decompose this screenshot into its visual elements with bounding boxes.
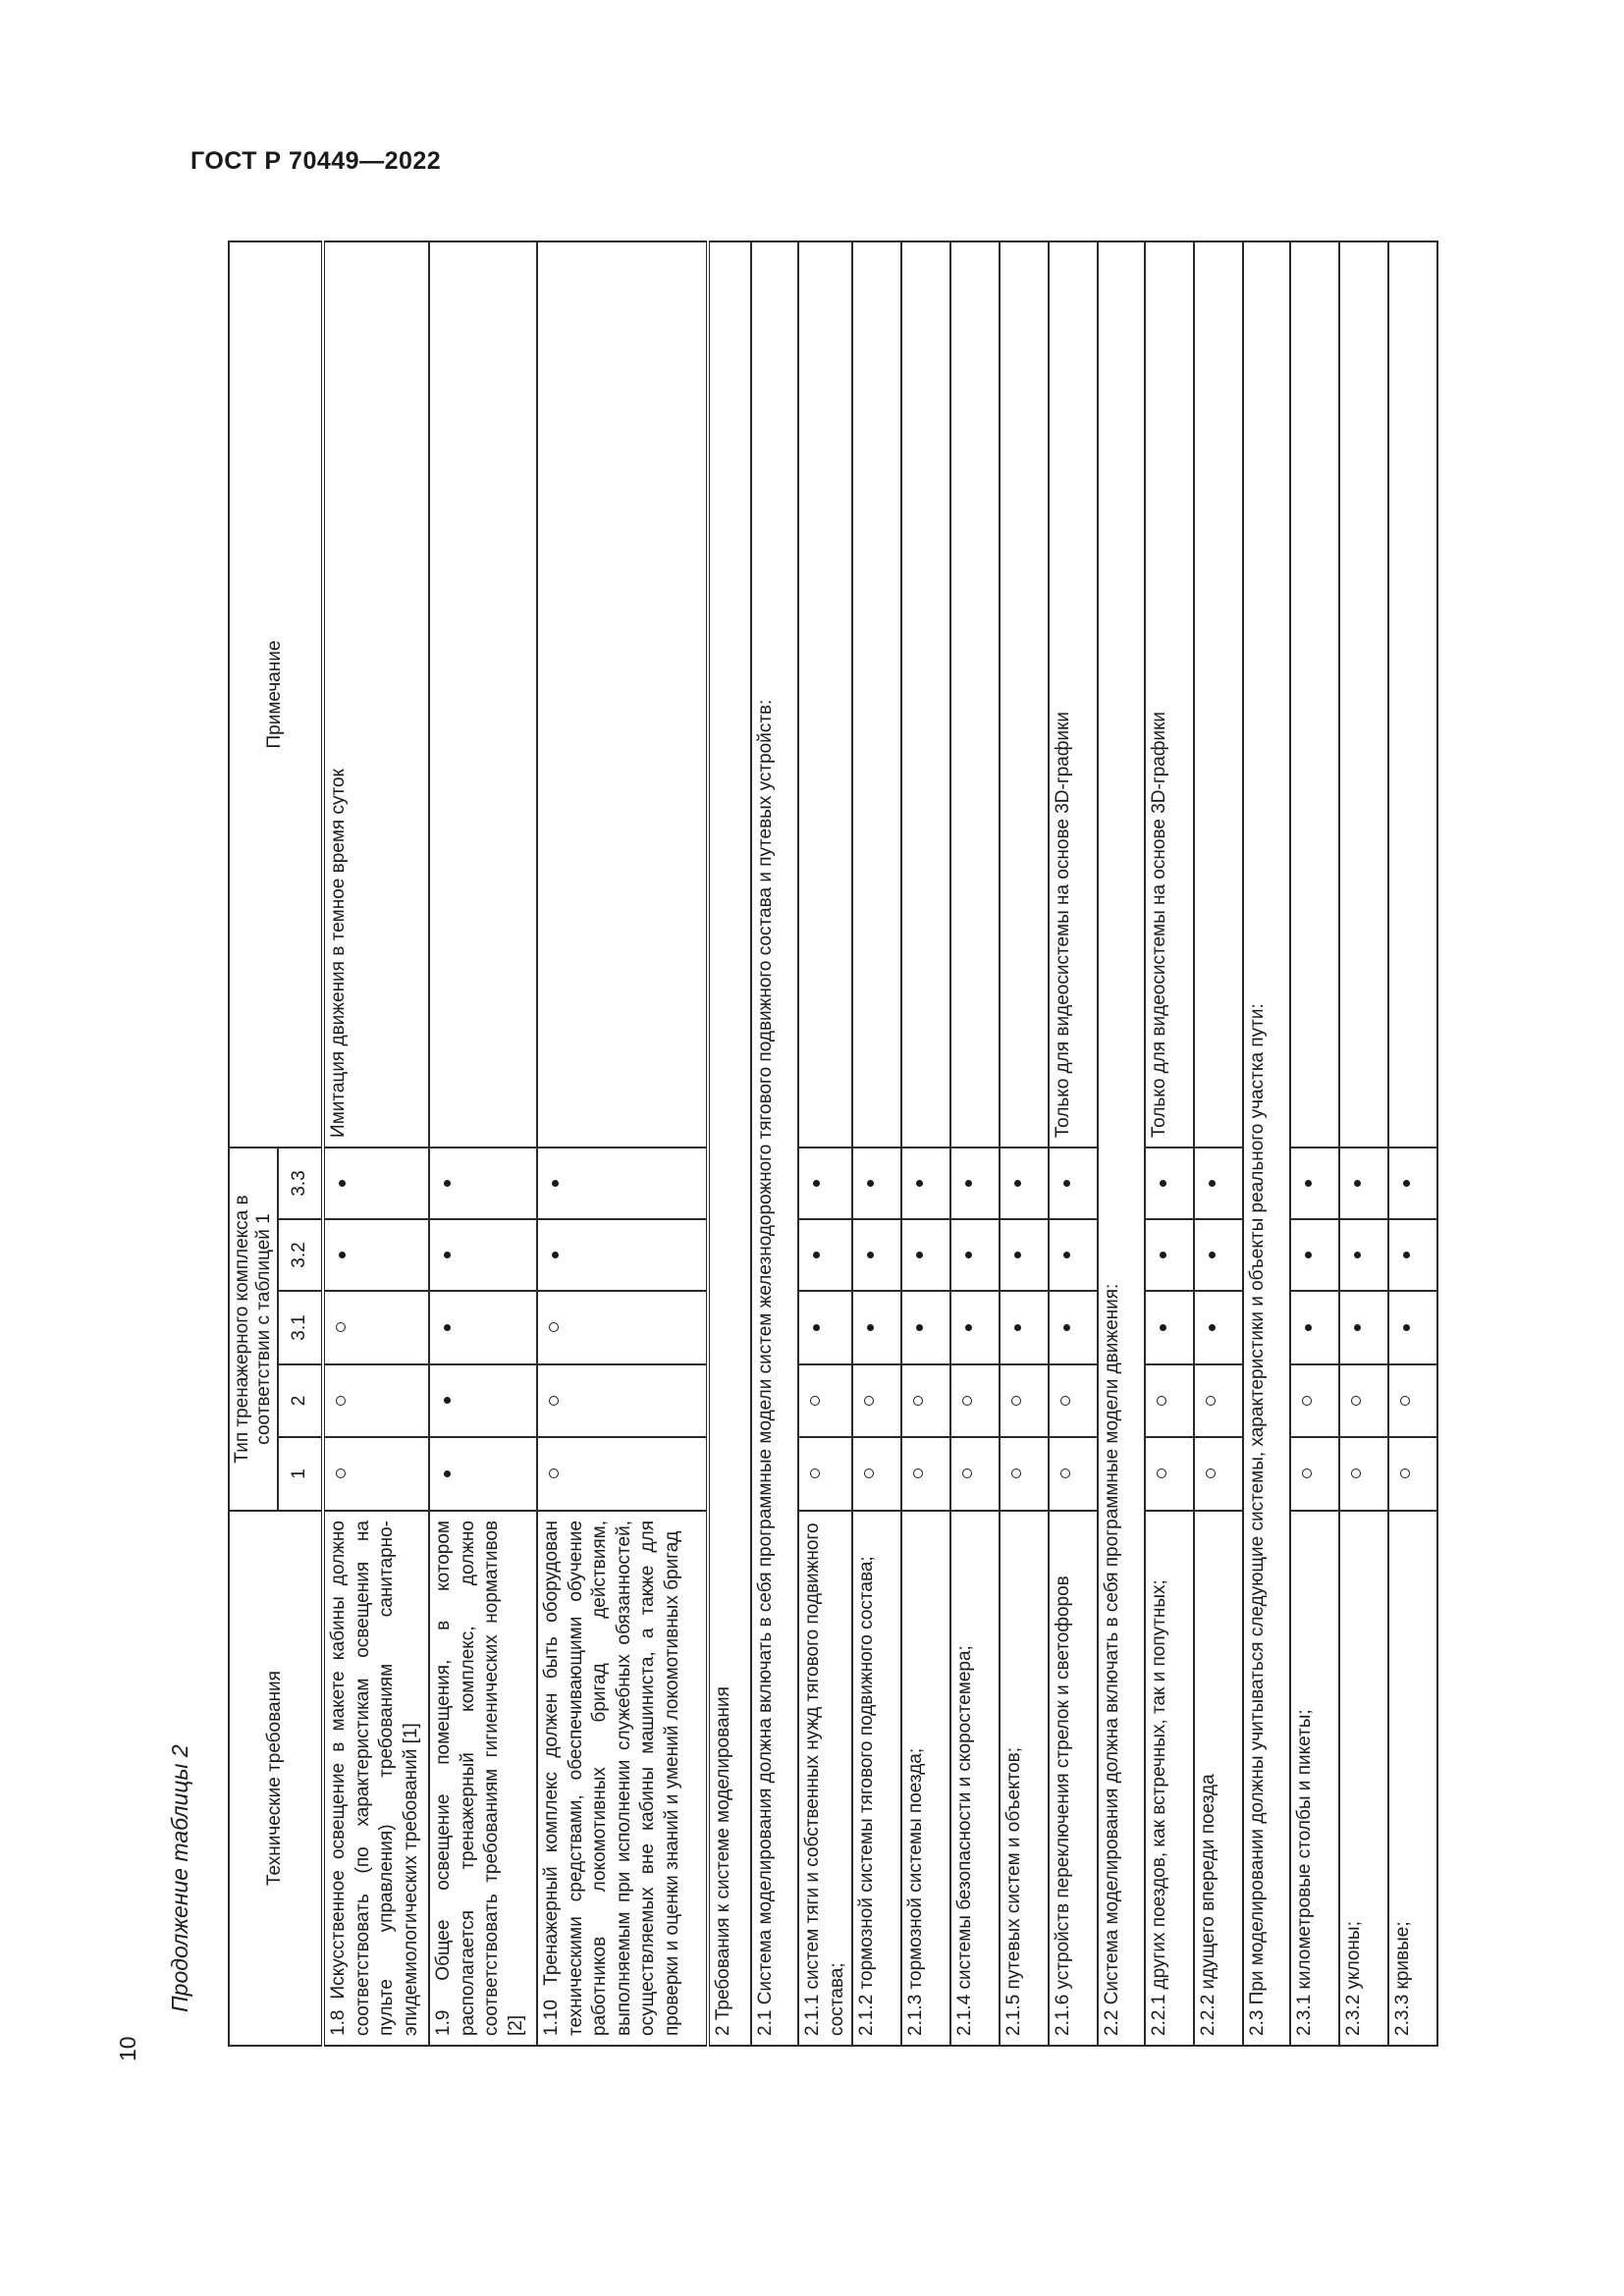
mark-open-icon xyxy=(537,1437,708,1511)
mark-filled-icon xyxy=(1194,1148,1243,1219)
subsection-row xyxy=(751,241,798,2046)
mark-filled-icon xyxy=(798,1291,852,1364)
requirement-text: 2.3.2 уклоны; xyxy=(1339,1511,1388,2046)
mark-filled-icon xyxy=(429,1291,537,1364)
subsection-title: 2.1 Система моделирования должна включать в себя программные модели систем железнодорожного тягового подвижного состава и путевых устройств: xyxy=(751,241,798,2046)
mark-filled-icon xyxy=(1388,1148,1437,1219)
mark-open-icon xyxy=(1049,1437,1098,1511)
header-requirements: Технические требования xyxy=(229,1511,323,2046)
requirement-text: 1.9 Общее освещение помещения, в котором располагается тренажерный комплекс, должно соответствовать требованиям гигиенических нормативов [2] xyxy=(429,1511,537,2046)
table-row xyxy=(1145,241,1194,2046)
mark-open-icon xyxy=(950,1437,1000,1511)
mark-filled-icon xyxy=(537,1148,708,1219)
mark-filled-icon xyxy=(1339,1148,1388,1219)
header-type-3-2: 3.2 xyxy=(278,1219,323,1291)
mark-filled-icon xyxy=(429,1437,537,1511)
requirement-text: 2.1.3 тормозной системы поезда; xyxy=(901,1511,950,2046)
mark-open-icon xyxy=(1388,1364,1437,1437)
table-row xyxy=(1388,241,1437,2046)
mark-open-icon xyxy=(1290,1437,1339,1511)
mark-filled-icon xyxy=(429,1364,537,1437)
requirement-text: 2.3.3 кривые; xyxy=(1388,1511,1437,2046)
requirement-text: 2.1.1 систем тяги и собственных нужд тягового подвижного состава; xyxy=(798,1511,852,2046)
header-type-3-3: 3.3 xyxy=(278,1148,323,1219)
header-type-1: 1 xyxy=(278,1437,323,1511)
mark-filled-icon xyxy=(1339,1291,1388,1364)
note-text xyxy=(1339,241,1388,1148)
requirement-text: 2.1.5 путевых систем и объектов; xyxy=(1000,1511,1049,2046)
requirement-text: 1.10 Тренажерный комплекс должен быть оборудован техническими средствами, обеспечивающими обучение работников локомотивных бригад действиям, выполняемым при исполнении служебных обязанностей, осуществляемых вне кабины машиниста, а также для проверки и оценки знаний и умений локомотивных бригад xyxy=(537,1511,708,2046)
mark-filled-icon xyxy=(429,1219,537,1291)
mark-filled-icon xyxy=(1145,1291,1194,1364)
mark-open-icon xyxy=(1339,1437,1388,1511)
subsection-row xyxy=(1243,241,1290,2046)
table-row xyxy=(950,241,1000,2046)
mark-open-icon xyxy=(1388,1437,1437,1511)
mark-filled-icon xyxy=(429,1148,537,1219)
requirement-text: 2.3.1 километровые столбы и пикеты; xyxy=(1290,1511,1339,2046)
section-row xyxy=(708,241,751,2046)
mark-filled-icon xyxy=(323,1148,429,1219)
mark-open-icon xyxy=(1145,1437,1194,1511)
mark-filled-icon xyxy=(1049,1219,1098,1291)
mark-open-icon xyxy=(1000,1437,1049,1511)
mark-open-icon xyxy=(323,1364,429,1437)
header-type-group: Тип тренажерного комплекса в соответствии с таблицей 1 xyxy=(229,1148,278,1511)
table-row xyxy=(798,241,852,2046)
header-row-1 xyxy=(229,241,278,2046)
mark-filled-icon xyxy=(950,1291,1000,1364)
mark-open-icon xyxy=(798,1437,852,1511)
requirement-text: 2.1.2 тормозной системы тягового подвижного состава; xyxy=(852,1511,901,2046)
requirement-text: 2.2.2 идущего впереди поезда xyxy=(1194,1511,1243,2046)
mark-filled-icon xyxy=(901,1148,950,1219)
mark-filled-icon xyxy=(323,1219,429,1291)
mark-open-icon xyxy=(537,1364,708,1437)
mark-filled-icon xyxy=(1194,1219,1243,1291)
note-text xyxy=(1388,241,1437,1148)
mark-filled-icon xyxy=(1049,1291,1098,1364)
note-text: Имитация движения в темное время суток xyxy=(323,241,429,1148)
mark-filled-icon xyxy=(901,1219,950,1291)
mark-filled-icon xyxy=(1388,1219,1437,1291)
table-row xyxy=(1290,241,1339,2046)
mark-filled-icon xyxy=(1388,1291,1437,1364)
mark-filled-icon xyxy=(901,1291,950,1364)
mark-open-icon xyxy=(1000,1364,1049,1437)
mark-open-icon xyxy=(901,1437,950,1511)
mark-open-icon xyxy=(323,1437,429,1511)
note-text xyxy=(1194,241,1243,1148)
mark-filled-icon xyxy=(1049,1148,1098,1219)
mark-open-icon xyxy=(1339,1364,1388,1437)
mark-open-icon xyxy=(901,1364,950,1437)
mark-filled-icon xyxy=(852,1219,901,1291)
document-code: ГОСТ Р 70449—2022 xyxy=(190,147,442,175)
note-text xyxy=(852,241,901,1148)
header-note: Примечание xyxy=(229,241,323,1148)
mark-open-icon xyxy=(1194,1437,1243,1511)
mark-filled-icon xyxy=(950,1219,1000,1291)
mark-open-icon xyxy=(1145,1364,1194,1437)
mark-open-icon xyxy=(950,1364,1000,1437)
mark-filled-icon xyxy=(537,1219,708,1291)
subsection-row xyxy=(1098,241,1145,2046)
mark-filled-icon xyxy=(1145,1219,1194,1291)
requirements-table xyxy=(228,240,1438,2047)
page-number: 10 xyxy=(115,2036,140,2061)
mark-open-icon xyxy=(1049,1364,1098,1437)
note-text: Только для видеосистемы на основе 3D-графики xyxy=(1049,241,1098,1148)
mark-filled-icon xyxy=(1000,1148,1049,1219)
mark-open-icon xyxy=(852,1364,901,1437)
table-row xyxy=(1000,241,1049,2046)
mark-open-icon xyxy=(798,1364,852,1437)
mark-filled-icon xyxy=(1290,1148,1339,1219)
mark-filled-icon xyxy=(1145,1148,1194,1219)
section-title: 2 Требования к системе моделирования xyxy=(708,241,751,2046)
note-text xyxy=(429,241,537,1148)
subsection-title: 2.3 При моделировании должны учитываться следующие системы, характеристики и объекты реального участка пути: xyxy=(1243,241,1290,2046)
mark-filled-icon xyxy=(1000,1291,1049,1364)
note-text xyxy=(950,241,1000,1148)
note-text xyxy=(798,241,852,1148)
mark-filled-icon xyxy=(1290,1291,1339,1364)
requirement-text: 2.1.4 системы безопасности и скоростемера; xyxy=(950,1511,1000,2046)
mark-filled-icon xyxy=(1000,1219,1049,1291)
table-row xyxy=(429,241,537,2046)
note-text xyxy=(901,241,950,1148)
mark-open-icon xyxy=(1290,1364,1339,1437)
mark-open-icon xyxy=(537,1291,708,1364)
mark-open-icon xyxy=(323,1291,429,1364)
table-row xyxy=(1339,241,1388,2046)
mark-filled-icon xyxy=(950,1148,1000,1219)
mark-filled-icon xyxy=(852,1291,901,1364)
mark-filled-icon xyxy=(852,1148,901,1219)
requirement-text: 1.8 Искусственное освещение в макете кабины должно соответствовать (по характеристикам освещения на пульте управления) требованиям санитарно-эпидемиологических требований [1] xyxy=(323,1511,429,2046)
requirement-text: 2.1.6 устройств переключения стрелок и светофоров xyxy=(1049,1511,1098,2046)
table-row xyxy=(901,241,950,2046)
mark-filled-icon xyxy=(798,1219,852,1291)
mark-filled-icon xyxy=(1339,1219,1388,1291)
table-row xyxy=(323,241,429,2046)
header-type-2: 2 xyxy=(278,1364,323,1437)
note-text xyxy=(1290,241,1339,1148)
note-text xyxy=(1000,241,1049,1148)
rotated-table-page xyxy=(115,231,1471,2061)
mark-filled-icon xyxy=(798,1148,852,1219)
table-row xyxy=(537,241,708,2046)
header-type-3-1: 3.1 xyxy=(278,1291,323,1364)
mark-filled-icon xyxy=(1290,1219,1339,1291)
mark-open-icon xyxy=(852,1437,901,1511)
subsection-title: 2.2 Система моделирования должна включать в себя программные модели движения: xyxy=(1098,241,1145,2046)
note-text xyxy=(537,241,708,1148)
table-row xyxy=(1049,241,1098,2046)
note-text: Только для видеосистемы на основе 3D-графики xyxy=(1145,241,1194,1148)
table-row xyxy=(852,241,901,2046)
table-row xyxy=(1194,241,1243,2046)
mark-open-icon xyxy=(1194,1364,1243,1437)
mark-filled-icon xyxy=(1194,1291,1243,1364)
table-caption: Продолжение таблицы 2 xyxy=(167,1744,192,2012)
requirement-text: 2.2.1 других поездов, как встречных, так и попутных; xyxy=(1145,1511,1194,2046)
